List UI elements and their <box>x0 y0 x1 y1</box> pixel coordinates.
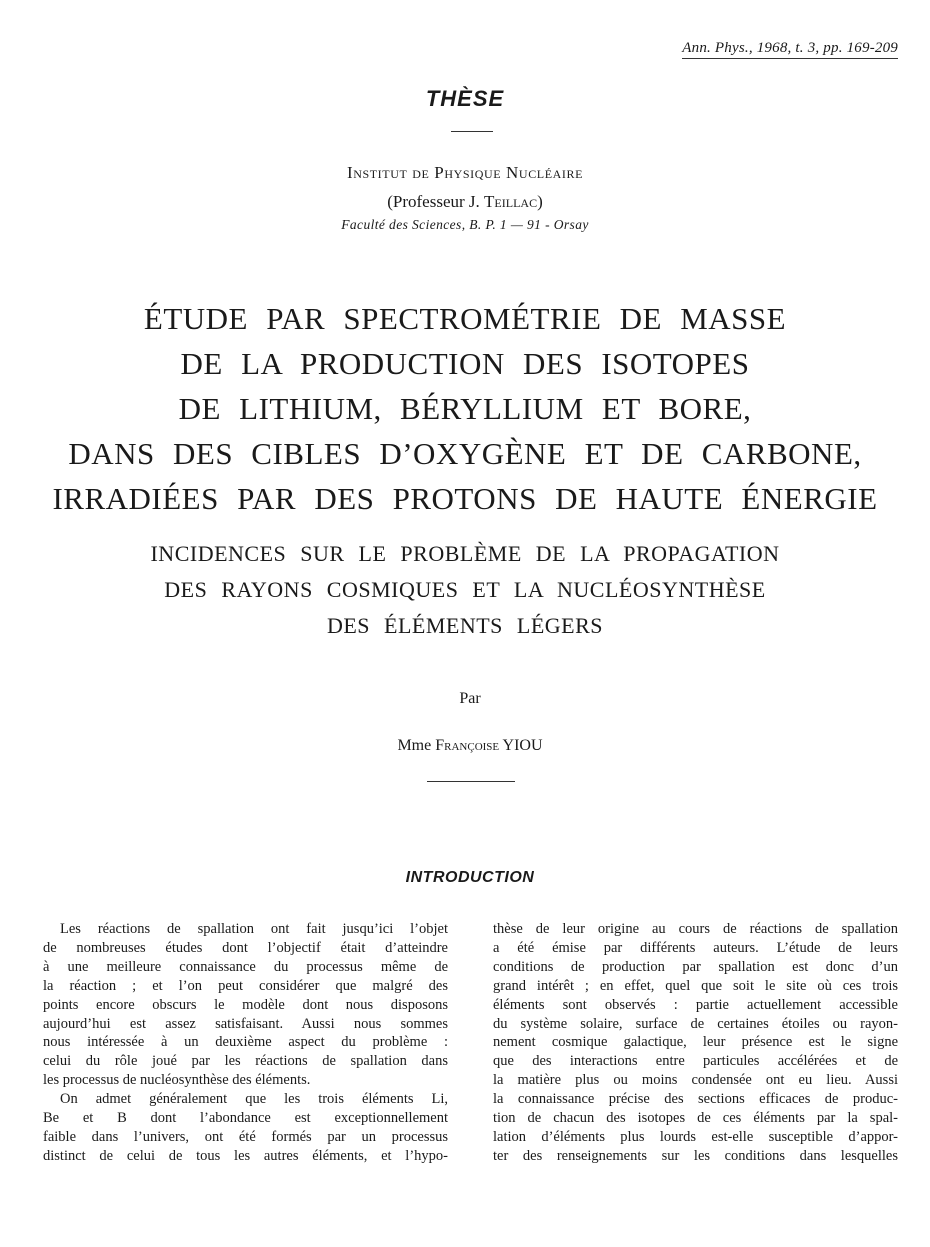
professor-line <box>0 192 930 212</box>
paper-title <box>0 296 930 521</box>
text-line: tion de chacun des isotopes de ces éléments par la spal- <box>493 1110 898 1127</box>
subtitle-line: INCIDENCES SUR LE PROBLÈME DE LA PROPAGATION <box>150 541 780 566</box>
text-line: faible dans l’univers, ont été formés par un processus <box>43 1128 448 1145</box>
text-line: la matière plus ou moins condensée ont eu lieu. Aussi <box>493 1072 898 1089</box>
professor-name: Teillac <box>484 192 538 211</box>
text-line: a été émise par différents auteurs. L’étude de leurs <box>493 939 898 956</box>
text-line: points encore obscurs le modèle dont nous disposons <box>43 996 448 1013</box>
journal-reference: Ann. Phys., 1968, t. 3, pp. 169-209 <box>682 40 898 59</box>
text-line: du système solaire, surface de certaines étoiles ou rayon- <box>493 1015 898 1032</box>
text-line: conditions de production par spallation est donc d’un <box>493 958 898 975</box>
text-line: aujourd’hui est assez satisfaisant. Aussi nous sommes <box>43 1015 448 1032</box>
text-line: de nombreuses études dont l’objectif était d’atteindre <box>43 939 448 956</box>
text-line: celui du rôle joué par les réactions de spallation dans <box>43 1053 448 1070</box>
text-line: thèse de leur origine au cours de réactions de spallation <box>493 921 898 937</box>
title-line: DE LITHIUM, BÉRYLLIUM ET BORE, <box>178 391 752 426</box>
text-line: nement cosmique galactique, leur présence est le signe <box>493 1034 898 1051</box>
text-line: les processus de nucléosynthèse des éléments. <box>43 1072 311 1089</box>
text-line: distinct de celui de tous les autres éléments, et l’hypo- <box>43 1147 448 1164</box>
text-line: que des interactions entre particules accélérées et de <box>493 1053 898 1070</box>
body-column-left <box>43 920 448 1166</box>
divider-rule <box>427 781 515 782</box>
text-line: nous intéressée à un deuxième aspect du problème : <box>43 1034 448 1051</box>
byline-par: Par <box>459 690 481 707</box>
author-last-name: YIOU <box>499 737 543 754</box>
text-line: Les réactions de spallation ont fait jusqu’ici l’objet <box>60 921 448 937</box>
title-line: IRRADIÉES PAR DES PROTONS DE HAUTE ÉNERGIE <box>52 481 878 516</box>
author-first-name: Françoise <box>435 737 500 754</box>
text-line: à une meilleure connaissance du processus même de <box>43 958 448 975</box>
text-line: la réaction ; et l’on peut considérer que malgré des <box>43 977 448 994</box>
title-line: DE LA PRODUCTION DES ISOTOPES <box>180 346 750 381</box>
professor-suffix: ) <box>537 192 543 211</box>
title-line: ÉTUDE PAR SPECTROMÉTRIE DE MASSE <box>143 301 787 336</box>
section-heading: INTRODUCTION <box>405 869 535 886</box>
text-line: grand intérêt ; en effet, quel que soit le site où ces trois <box>493 977 898 994</box>
institute-name: Institut de Physique Nucléaire <box>346 163 584 182</box>
author-title: Mme <box>397 737 436 754</box>
title-line: DANS DES CIBLES D’OXYGÈNE ET DE CARBONE, <box>68 436 862 471</box>
text-line: On admet généralement que les trois éléments Li, <box>60 1091 448 1108</box>
text-line: Be et B dont l’abondance est exceptionnellement <box>43 1110 448 1127</box>
text-line: lation d’éléments plus lourds est-elle susceptible d’appor- <box>493 1128 898 1145</box>
professor-prefix: (Professeur J. <box>387 192 485 211</box>
text-line: éléments sont observés : partie actuellement accessible <box>493 996 898 1013</box>
text-line: la connaissance précise des sections efficaces de produc- <box>493 1091 898 1108</box>
paper-subtitle <box>0 536 930 644</box>
text-line: ter des renseignements sur les conditions dans lesquelles <box>493 1147 898 1164</box>
subtitle-line: DES ÉLÉMENTS LÉGERS <box>326 613 604 638</box>
divider-rule <box>451 131 493 132</box>
thesis-label: THÈSE <box>425 86 505 111</box>
faculty-address: Faculté des Sciences, B. P. 1 — 91 - Orsay <box>341 217 589 232</box>
body-column-right <box>493 920 898 1166</box>
author-name <box>0 737 930 755</box>
subtitle-line: DES RAYONS COSMIQUES ET LA NUCLÉOSYNTHÈSE <box>164 577 766 602</box>
